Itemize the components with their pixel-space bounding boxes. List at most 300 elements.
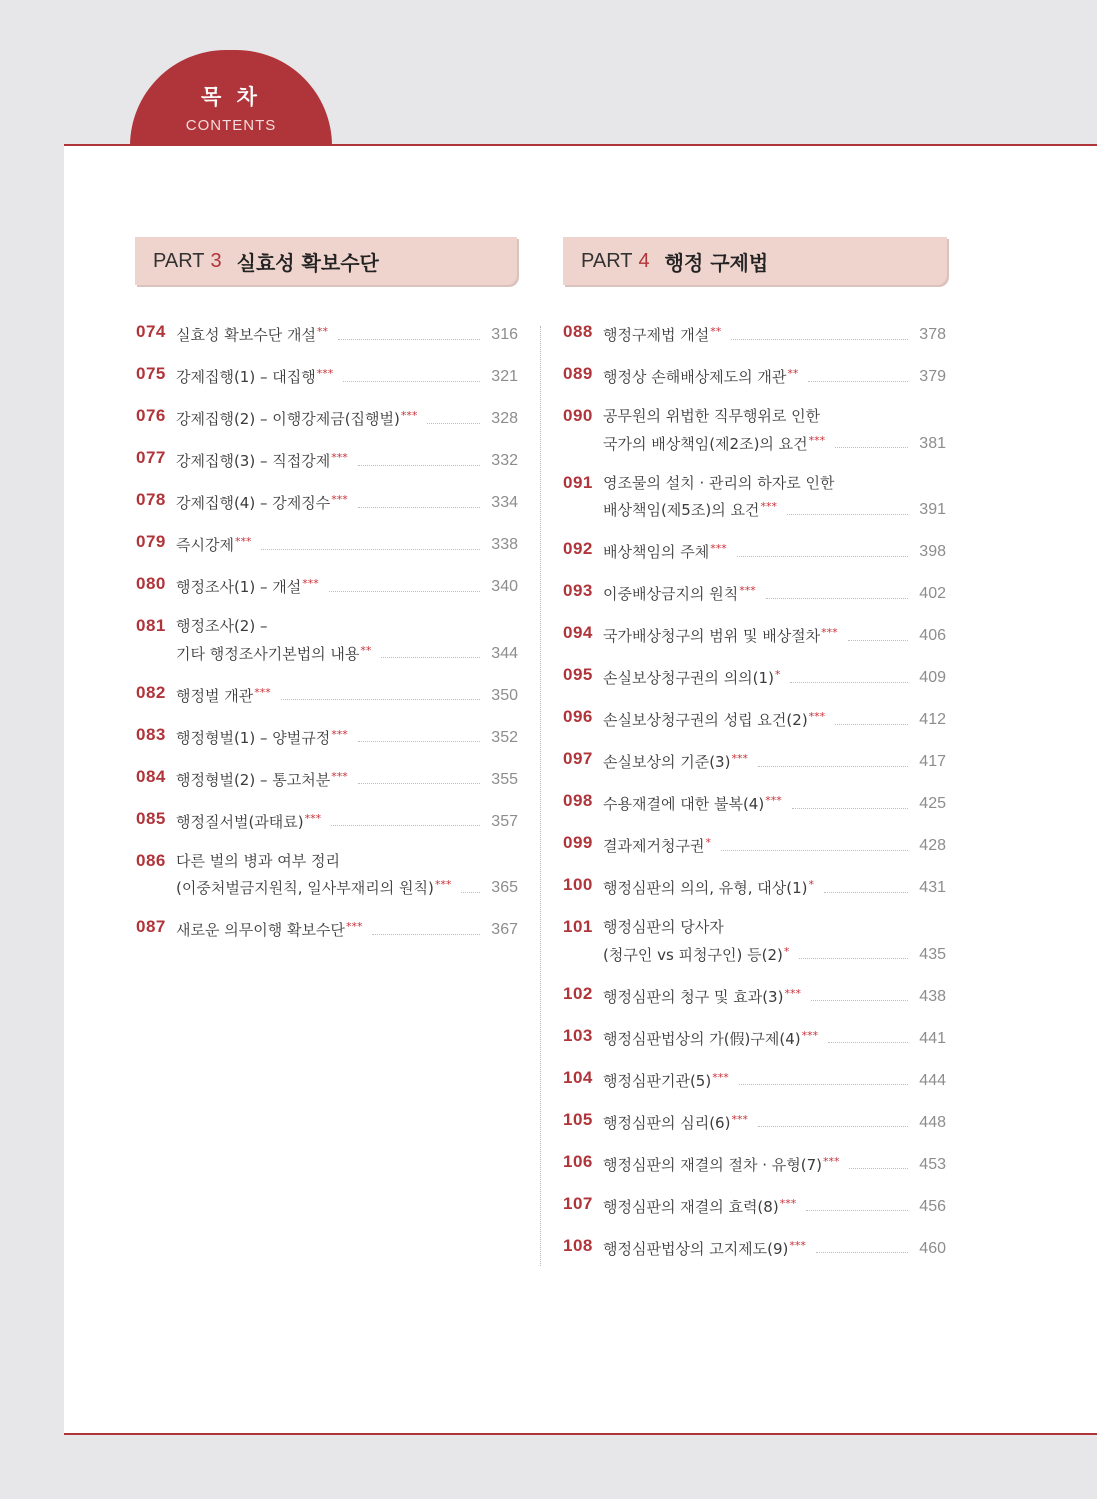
entry-title <box>603 940 789 968</box>
entry-title-line: 영조물의 설치 · 관리의 하자로 인한 <box>603 473 835 492</box>
entry-number: 077 <box>136 448 166 467</box>
entry-title-row <box>176 320 518 348</box>
dot-leader <box>816 1252 908 1253</box>
entry-title-row <box>603 579 946 607</box>
entry-body <box>176 681 518 709</box>
importance-stars: *** <box>822 1154 840 1168</box>
entry-number: 079 <box>136 532 166 551</box>
contents-badge <box>130 50 332 146</box>
dot-leader <box>358 741 480 742</box>
entry-title <box>603 1150 839 1178</box>
entry-body <box>603 705 946 733</box>
entry-title-text: (청구인 vs 피청구인) 등(2) <box>603 945 783 964</box>
entry-title <box>176 320 328 348</box>
part-4-toc-list <box>563 320 946 1276</box>
entry-body <box>603 831 946 859</box>
dot-leader <box>766 598 908 599</box>
entry-number: 087 <box>136 917 166 936</box>
entry-number: 096 <box>563 707 593 726</box>
entry-title-row <box>603 982 946 1010</box>
page-number: 334 <box>491 494 518 511</box>
entry-title-row <box>603 789 946 817</box>
dot-leader <box>849 1168 908 1169</box>
entry-number: 082 <box>136 682 166 702</box>
page-number: 412 <box>919 711 946 728</box>
entry-body <box>176 614 518 666</box>
entry-title-row <box>176 572 518 600</box>
toc-entry-088[interactable] <box>563 320 946 348</box>
dot-leader <box>381 657 480 658</box>
entry-number: 091 <box>563 472 593 492</box>
toc-entry-094[interactable] <box>563 621 946 649</box>
toc-entry-090[interactable] <box>563 404 946 456</box>
entry-title-text: 행정조사(1) – 개설 <box>176 578 302 596</box>
page-number: 448 <box>919 1113 946 1131</box>
part-3-toc-list <box>136 320 518 957</box>
entry-title-row <box>603 495 946 523</box>
toc-entry-093[interactable] <box>563 579 946 607</box>
part-title: 실효성 확보수단 <box>236 250 379 275</box>
entry-title-line: 공무원의 위법한 직무행위로 인한 <box>603 407 821 425</box>
entry-title <box>176 572 319 600</box>
entry-title <box>603 1108 748 1136</box>
entry-number: 097 <box>563 749 593 768</box>
toc-entry-075[interactable] <box>136 362 518 390</box>
entry-title-text: 손실보상청구권의 의의(1) <box>603 669 774 687</box>
entry-title-text: 국가배상청구의 범위 및 배상절차 <box>603 627 821 645</box>
dot-leader <box>731 339 908 340</box>
toc-entry-082[interactable] <box>136 681 518 709</box>
entry-number: 085 <box>136 808 166 828</box>
entry-body <box>603 1192 946 1220</box>
entry-body <box>176 572 518 600</box>
entry-title <box>176 488 348 516</box>
dot-leader <box>329 591 480 592</box>
toc-entry-085[interactable] <box>136 807 518 835</box>
entry-body <box>603 789 946 817</box>
toc-entry-097[interactable] <box>563 747 946 775</box>
entry-title-text: 행정심판의 심리(6) <box>603 1113 731 1132</box>
entry-title-text: 이중배상금지의 원칙 <box>603 585 739 603</box>
dot-leader <box>758 766 908 767</box>
importance-stars: *** <box>731 752 748 765</box>
entry-title-row <box>603 705 946 733</box>
entry-title-text: 실효성 확보수단 개설 <box>176 326 316 344</box>
entry-number: 101 <box>563 917 593 936</box>
importance-stars: *** <box>331 451 348 464</box>
page-number: 435 <box>919 945 946 963</box>
entry-title-row <box>603 1066 946 1094</box>
entry-title-row <box>603 747 946 775</box>
part-4-header <box>563 237 947 285</box>
entry-title <box>603 789 782 817</box>
dot-leader <box>808 381 908 382</box>
page-number: 328 <box>491 410 518 427</box>
entry-title <box>176 681 271 709</box>
toc-entry-099[interactable] <box>563 831 946 859</box>
entry-body <box>603 1066 946 1094</box>
entry-body <box>176 723 518 751</box>
entry-title-text: 국가의 배상책임(제2조)의 요건 <box>603 434 808 453</box>
toc-entry-086[interactable] <box>136 849 518 901</box>
toc-entry-084[interactable] <box>136 765 518 793</box>
toc-entry-092[interactable] <box>563 537 946 565</box>
dot-leader <box>358 783 480 784</box>
entry-title <box>603 362 798 390</box>
dot-leader <box>739 1084 908 1085</box>
entry-body <box>603 320 946 348</box>
entry-title <box>603 747 748 775</box>
entry-body <box>603 873 946 901</box>
entry-number: 095 <box>563 665 593 684</box>
importance-stars: *** <box>400 409 418 422</box>
importance-stars: * <box>705 836 711 849</box>
importance-stars: *** <box>801 1028 819 1042</box>
entry-number: 099 <box>563 833 593 852</box>
part-title: 행정 구제법 <box>664 250 769 275</box>
entry-title-text: 손실보상의 기준(3) <box>603 753 731 771</box>
importance-stars: * <box>808 878 814 891</box>
toc-entry-081[interactable] <box>136 614 518 666</box>
entry-title-text: 행정심판의 의의, 유형, 대상(1) <box>603 879 808 897</box>
entry-body <box>603 471 946 523</box>
entry-title <box>176 807 321 835</box>
page-number: 453 <box>919 1155 946 1173</box>
importance-stars: * <box>774 668 781 681</box>
entry-body <box>603 1150 946 1178</box>
toc-entry-104[interactable] <box>563 1066 946 1094</box>
entry-number: 098 <box>563 791 593 810</box>
dot-leader <box>792 808 908 809</box>
entry-title <box>176 446 348 474</box>
dot-leader <box>461 892 480 893</box>
entry-body <box>176 446 518 474</box>
entry-title-text: 결과제거청구권 <box>603 837 705 855</box>
entry-title-row <box>603 362 946 390</box>
entry-title-text: 수용재결에 대한 불복(4) <box>603 795 765 813</box>
entry-body <box>176 404 518 432</box>
entry-title <box>176 404 417 432</box>
entry-title-text: 행정심판법상의 가(假)구제(4) <box>603 1029 801 1048</box>
importance-stars: * <box>783 944 790 958</box>
entry-title <box>176 873 451 901</box>
entry-body <box>603 579 946 607</box>
entry-title-text: 배상책임(제5조)의 요건 <box>603 501 760 519</box>
page-number: 425 <box>919 795 946 812</box>
entry-title-text: 행정심판의 청구 및 효과(3) <box>603 987 784 1006</box>
toc-entry-089[interactable] <box>563 362 946 390</box>
entry-title-text: 행정형벌(1) – 양벌규정 <box>176 728 331 747</box>
importance-stars: ** <box>710 325 722 338</box>
dot-leader <box>358 465 480 466</box>
dot-leader <box>737 556 908 557</box>
entry-title-text: 강제집행(1) – 대집행 <box>176 368 316 386</box>
dot-leader <box>281 699 480 700</box>
entry-title-row <box>603 320 946 348</box>
entry-title-row <box>176 765 518 793</box>
entry-title-text: 강제집행(4) – 강제징수 <box>176 494 331 512</box>
entry-title-row <box>176 639 518 667</box>
entry-body <box>603 362 946 390</box>
entry-number: 076 <box>136 406 166 425</box>
entry-body <box>603 621 946 649</box>
page-number: 352 <box>491 728 518 746</box>
entry-title <box>603 873 814 901</box>
entry-number: 106 <box>563 1151 593 1171</box>
entry-title <box>176 639 371 667</box>
toc-entry-102[interactable] <box>563 982 946 1010</box>
page-number: 402 <box>919 585 946 602</box>
importance-stars: *** <box>710 542 727 555</box>
importance-stars: *** <box>254 685 271 699</box>
toc-entry-087[interactable] <box>136 915 518 943</box>
toc-entry-080[interactable] <box>136 572 518 600</box>
entry-title <box>176 723 348 751</box>
entry-number: 080 <box>136 574 166 593</box>
part-number: 3 <box>210 249 222 272</box>
importance-stars: ** <box>360 643 372 657</box>
toc-entry-083[interactable] <box>136 723 518 751</box>
entry-title-row <box>603 1234 946 1262</box>
entry-number: 107 <box>563 1193 593 1213</box>
entry-title <box>603 705 825 733</box>
dot-leader <box>427 423 480 424</box>
page-number: 367 <box>491 921 518 938</box>
entry-title-row <box>176 530 518 558</box>
entry-title-text: 행정심판의 재결의 효력(8) <box>603 1197 779 1216</box>
entry-title <box>603 579 756 607</box>
entry-title-row <box>603 940 946 968</box>
entry-body <box>603 1234 946 1262</box>
page-number: 428 <box>919 837 946 854</box>
importance-stars: *** <box>304 811 322 825</box>
toc-entry-091[interactable] <box>563 471 946 523</box>
dot-leader <box>338 339 480 340</box>
entry-title <box>603 429 825 457</box>
entry-number: 074 <box>136 322 166 341</box>
entry-title-text: 행정심판법상의 고지제도(9) <box>603 1239 789 1258</box>
page-number: 350 <box>491 686 518 704</box>
entry-title <box>603 1024 818 1052</box>
importance-stars: *** <box>331 727 348 741</box>
page-number: 460 <box>919 1239 946 1257</box>
contents-subtitle: CONTENTS <box>185 117 277 134</box>
importance-stars: *** <box>779 1196 797 1210</box>
entry-number: 078 <box>136 490 166 509</box>
entry-title-row <box>176 807 518 835</box>
entry-title <box>603 537 727 565</box>
page-number: 456 <box>919 1197 946 1215</box>
entry-title-row <box>176 404 518 432</box>
entry-title-text: 행정형벌(2) – 통고처분 <box>176 770 331 789</box>
toc-entry-100[interactable] <box>563 873 946 901</box>
page-number: 438 <box>919 987 946 1005</box>
importance-stars: *** <box>234 535 252 548</box>
entry-number: 086 <box>136 850 166 870</box>
entry-title-row <box>176 681 518 709</box>
footer-rule <box>64 1433 1097 1435</box>
entry-number: 094 <box>563 623 593 642</box>
page-number: 332 <box>491 452 518 469</box>
importance-stars: *** <box>731 1112 748 1126</box>
entry-title <box>603 982 801 1010</box>
entry-title-text: 행정구제법 개설 <box>603 326 710 344</box>
importance-stars: ** <box>316 325 328 338</box>
entry-body <box>603 663 946 691</box>
entry-title <box>603 1234 806 1262</box>
page-number: 431 <box>919 879 946 896</box>
entry-body <box>176 488 518 516</box>
toc-entry-105[interactable] <box>563 1108 946 1136</box>
entry-title <box>176 915 362 943</box>
dot-leader <box>835 724 908 725</box>
dot-leader <box>372 934 480 935</box>
entry-title-text: 행정질서벌(과태료) <box>176 812 304 831</box>
importance-stars: *** <box>302 577 319 590</box>
importance-stars: *** <box>808 433 826 447</box>
part-number: 4 <box>638 249 650 272</box>
toc-entry-107[interactable] <box>563 1192 946 1220</box>
entry-title-text: 손실보상청구권의 성립 요건(2) <box>603 711 808 729</box>
page-number: 378 <box>919 326 946 343</box>
toc-entry-074[interactable] <box>136 320 518 348</box>
entry-title-row <box>176 488 518 516</box>
entry-body <box>176 320 518 348</box>
entry-title-row <box>603 1108 946 1136</box>
importance-stars: *** <box>331 769 348 783</box>
entry-number: 081 <box>136 616 166 635</box>
toc-entry-101[interactable] <box>563 915 946 967</box>
dot-leader <box>799 958 908 959</box>
entry-title-line: 행정심판의 당사자 <box>603 918 724 936</box>
entry-title-row <box>176 873 518 901</box>
entry-title <box>603 663 780 691</box>
dot-leader <box>790 682 908 683</box>
toc-entry-096[interactable] <box>563 705 946 733</box>
entry-title-text: 행정벌 개관 <box>176 686 254 705</box>
dot-leader <box>848 640 908 641</box>
page-number: 344 <box>491 644 518 662</box>
entry-title <box>176 530 251 558</box>
contents-title: 목 차 <box>201 85 261 109</box>
page-number: 406 <box>919 627 946 644</box>
entry-number: 090 <box>563 406 593 425</box>
entry-body <box>176 765 518 793</box>
entry-title-text: 행정심판의 재결의 절차 · 유형(7) <box>603 1155 822 1174</box>
importance-stars: *** <box>765 794 782 807</box>
entry-title-text: 행정상 손해배상제도의 개관 <box>603 368 787 386</box>
entry-body <box>603 404 946 456</box>
importance-stars: *** <box>821 626 838 639</box>
importance-stars: *** <box>434 878 452 891</box>
entry-number: 084 <box>136 766 166 786</box>
importance-stars: *** <box>739 584 756 597</box>
page-number: 398 <box>919 543 946 560</box>
toc-entry-077[interactable] <box>136 446 518 474</box>
entry-body <box>603 1024 946 1052</box>
toc-entry-079[interactable] <box>136 530 518 558</box>
toc-entry-103[interactable] <box>563 1024 946 1052</box>
entry-title <box>603 621 838 649</box>
toc-entry-098[interactable] <box>563 789 946 817</box>
entry-body <box>603 747 946 775</box>
entry-number: 088 <box>563 322 593 341</box>
entry-title-row <box>603 831 946 859</box>
dot-leader <box>331 825 480 826</box>
entry-title-row <box>603 1150 946 1178</box>
dot-leader <box>358 507 480 508</box>
page-number: 338 <box>491 536 518 553</box>
page-number: 357 <box>491 812 518 830</box>
importance-stars: *** <box>784 986 801 1000</box>
entry-title-line: 행정조사(2) – <box>176 617 268 635</box>
entry-number: 100 <box>563 875 593 894</box>
page-number: 316 <box>491 326 518 343</box>
entry-number: 103 <box>563 1025 593 1045</box>
toc-entry-078[interactable] <box>136 488 518 516</box>
entry-title <box>176 765 348 793</box>
importance-stars: *** <box>712 1070 729 1084</box>
dot-leader <box>721 850 908 851</box>
page-number: 321 <box>491 368 518 385</box>
entry-number: 104 <box>563 1067 593 1087</box>
entry-number: 075 <box>136 364 166 383</box>
importance-stars: *** <box>808 710 826 723</box>
entry-title-text: 강제집행(2) – 이행강제금(집행벌) <box>176 410 400 428</box>
toc-entry-108[interactable] <box>563 1234 946 1262</box>
entry-body <box>603 537 946 565</box>
toc-entry-076[interactable] <box>136 404 518 432</box>
entry-body <box>176 530 518 558</box>
importance-stars: *** <box>789 1238 806 1252</box>
dot-leader <box>828 1042 908 1043</box>
entry-title <box>176 362 333 390</box>
page-number: 379 <box>919 368 946 385</box>
page-number: 355 <box>491 770 518 788</box>
entry-number: 105 <box>563 1109 593 1129</box>
dot-leader <box>824 892 908 893</box>
entry-title-text: 행정심판기관(5) <box>603 1071 712 1090</box>
entry-number: 092 <box>563 539 593 558</box>
importance-stars: *** <box>760 500 777 513</box>
entry-title-row <box>603 621 946 649</box>
entry-number: 083 <box>136 724 166 744</box>
page-number: 444 <box>919 1071 946 1089</box>
page-number: 441 <box>919 1029 946 1047</box>
importance-stars: *** <box>316 367 334 380</box>
dot-leader <box>261 549 480 550</box>
entry-body <box>176 362 518 390</box>
entry-body <box>176 849 518 901</box>
entry-title-row <box>603 873 946 901</box>
page-number: 409 <box>919 669 946 686</box>
toc-entry-106[interactable] <box>563 1150 946 1178</box>
entry-title-row <box>603 1192 946 1220</box>
entry-title-row <box>603 1024 946 1052</box>
entry-title-text: 즉시강제 <box>176 536 234 554</box>
entry-title-row <box>176 723 518 751</box>
entry-body <box>603 1108 946 1136</box>
entry-title-row <box>176 915 518 943</box>
entry-title-text: 배상책임의 주체 <box>603 543 710 561</box>
part-3-header <box>135 237 517 285</box>
entry-title-row <box>603 429 946 457</box>
toc-entry-095[interactable] <box>563 663 946 691</box>
entry-title-text: (이중처벌금지원칙, 일사부재리의 원칙) <box>176 879 434 897</box>
part-label: PART <box>581 249 633 272</box>
entry-body <box>603 915 946 967</box>
dot-leader <box>806 1210 908 1211</box>
